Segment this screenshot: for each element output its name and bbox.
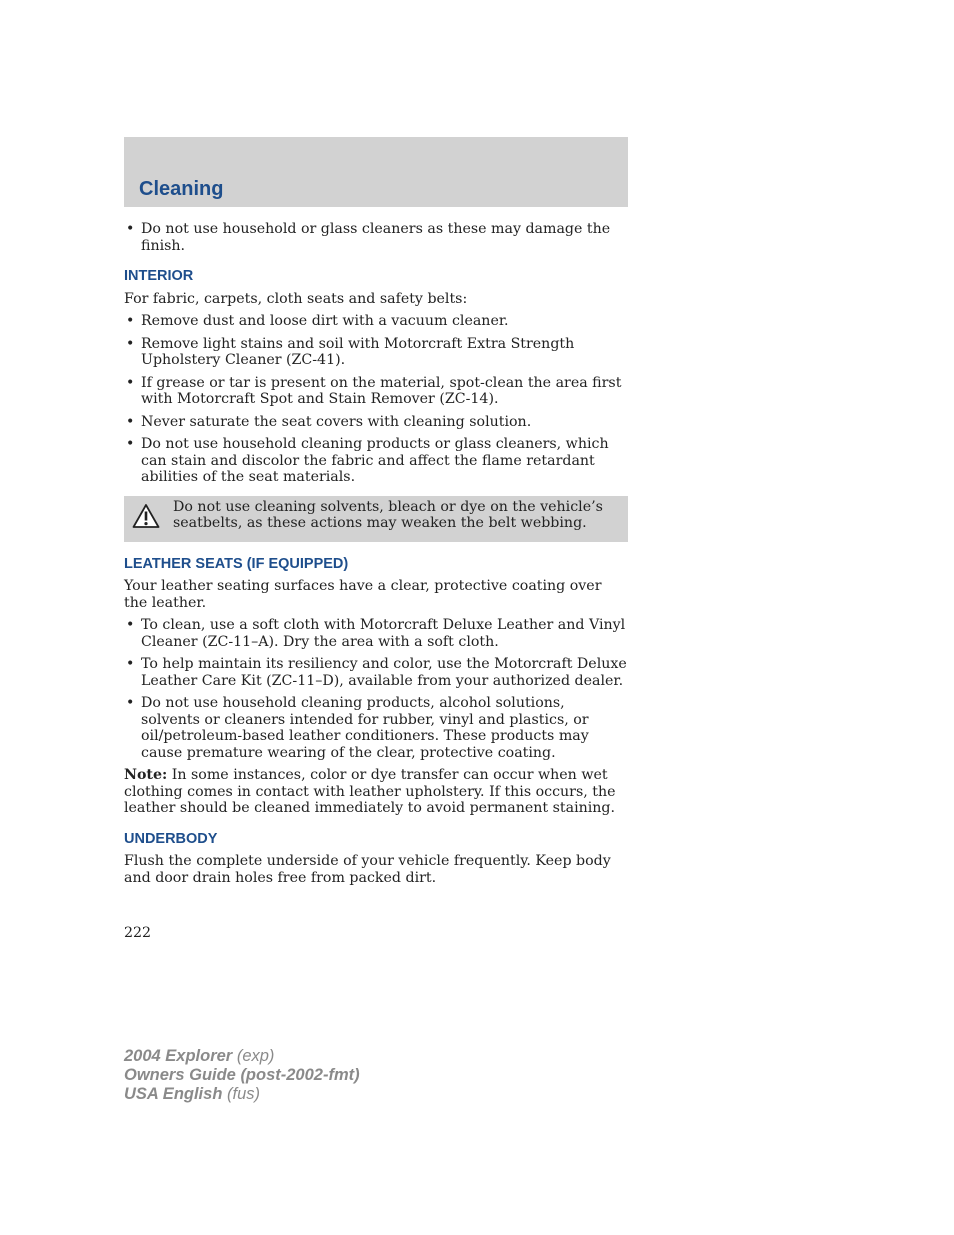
underbody-heading: UNDERBODY: [124, 830, 218, 847]
footer-guide: Owners Guide (post-2002-fmt): [124, 1066, 360, 1084]
list-item: [124, 617, 628, 650]
section-title: Cleaning: [139, 178, 224, 200]
underbody-text: Flush the complete underside of your vehicle frequently. Keep body and door drain holes free from packed dirt.: [124, 853, 611, 886]
bullet-text: Remove dust and loose dirt with a vacuum cleaner.: [141, 313, 509, 329]
footer-line-1: [124, 1047, 360, 1066]
note-label: Note:: [124, 767, 168, 783]
footer-line-2: [124, 1066, 360, 1085]
bullet-text: Remove light stains and soil with Motorcraft Extra Strength Upholstery Cleaner (ZC-41).: [141, 335, 575, 368]
bullet-icon: •: [126, 617, 135, 633]
footer-model: 2004 Explorer: [124, 1047, 233, 1065]
bullet-icon: •: [126, 413, 135, 430]
section-header: [124, 137, 628, 207]
warning-box: [124, 496, 628, 542]
bullet-icon: •: [126, 374, 135, 391]
bullet-text: If grease or tar is present on the material, spot-clean the area first with Motorcraft Spot and Stain Remover (ZC-14).: [141, 374, 622, 407]
bullet-text: Do not use household cleaning products, alcohol solutions, solvents or cleaners intended for rubber, vinyl and plastics, or oil/petroleum-based leather conditioners. These products may cause premature wearing of the clear, protective coating.: [141, 695, 589, 761]
note-text: In some instances, color or dye transfer can occur when wet clothing comes in contact with leather upholstery. If this occurs, the leather should be cleaned immediately to avoid permanent staining.: [124, 767, 616, 816]
bullet-icon: •: [126, 656, 135, 672]
interior-heading: INTERIOR: [124, 268, 194, 284]
list-item: [124, 336, 628, 369]
bullet-icon: •: [126, 221, 135, 237]
bullet-icon: •: [126, 335, 135, 352]
warning-triangle-icon: [132, 503, 160, 529]
page-number: 222: [124, 925, 152, 941]
page-content: [124, 221, 628, 892]
footer-line-3: [124, 1085, 360, 1104]
warning-text: Do not use cleaning solvents, bleach or dye on the vehicle’s seatbelts, as these actions may weaken the belt webbing.: [173, 498, 603, 531]
bullet-text: Do not use household cleaning products or glass cleaners, which can stain and discolor the fabric and affect the flame retardant abilities of the seat materials.: [141, 436, 609, 485]
list-item: [124, 221, 628, 254]
footer-model-code: (exp): [232, 1047, 275, 1065]
footer-language: USA English: [124, 1085, 223, 1103]
list-item: [124, 313, 628, 330]
bullet-icon: •: [126, 695, 135, 711]
leather-note: [124, 767, 628, 817]
bullet-text: Never saturate the seat covers with cleaning solution.: [141, 413, 532, 430]
footer-language-code: (fus): [222, 1085, 260, 1103]
interior-intro: For fabric, carpets, cloth seats and safety belts:: [124, 290, 468, 307]
leather-intro: Your leather seating surfaces have a clear, protective coating over the leather.: [124, 578, 602, 611]
list-item: [124, 436, 628, 486]
list-item: [124, 414, 628, 431]
bullet-text: Do not use household or glass cleaners as these may damage the finish.: [141, 221, 611, 254]
list-item: [124, 656, 628, 689]
bullet-text: To clean, use a soft cloth with Motorcraft Deluxe Leather and Vinyl Cleaner (ZC-11–A). Dry the area with a soft cloth.: [141, 617, 626, 650]
bullet-text: To help maintain its resiliency and color, use the Motorcraft Deluxe Leather Care Kit (ZC-11–D), available from your authorized dealer.: [141, 656, 627, 689]
list-item: [124, 375, 628, 408]
list-item: [124, 695, 628, 761]
leather-heading: LEATHER SEATS (IF EQUIPPED): [124, 555, 349, 572]
bullet-icon: •: [126, 313, 135, 329]
bullet-icon: •: [126, 436, 135, 452]
document-footer: [124, 1047, 360, 1104]
